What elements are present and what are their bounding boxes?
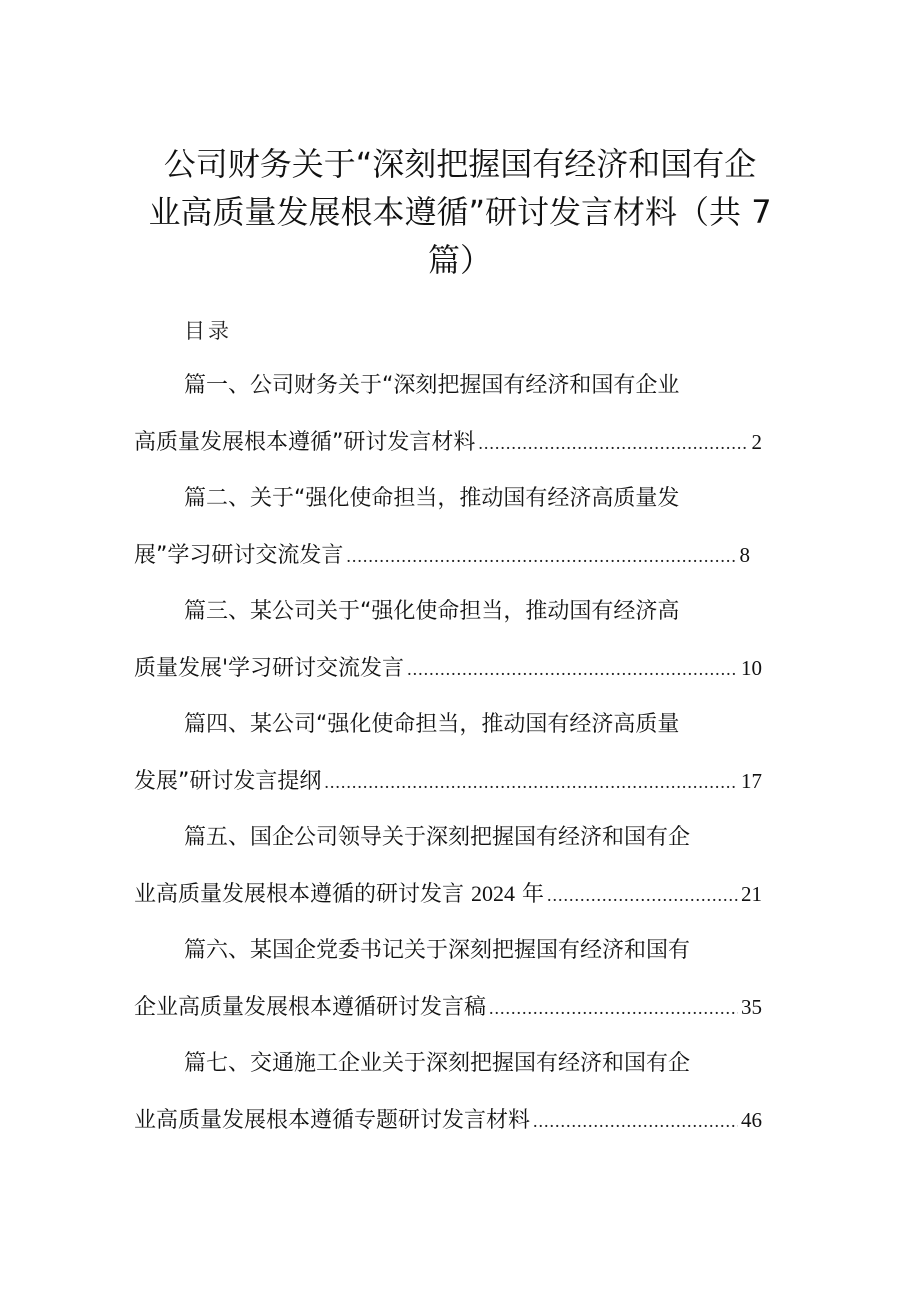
toc-entry-year: 2024 [471, 881, 516, 906]
document-title [140, 140, 780, 284]
dot-leader [547, 879, 738, 911]
toc-page-number: 10 [741, 656, 762, 680]
toc-page-number: 35 [741, 995, 762, 1019]
toc-page-number: 46 [741, 1108, 762, 1132]
toc-entry-text: 质量发展'学习研讨交流发言 [134, 656, 405, 681]
dot-leader [489, 992, 738, 1024]
toc-entry-text-part: 业高质量发展根本遵循的研讨发言 [134, 882, 465, 907]
dot-leader [533, 1105, 738, 1137]
toc-page-number: 17 [741, 769, 762, 793]
toc-entry-text: 展”学习研讨交流发言 [134, 543, 344, 568]
toc-page-number: 21 [741, 882, 762, 906]
toc-entry-text: 业高质量发展根本遵循专题研讨发言材料 [134, 1108, 531, 1133]
toc-entry-text [134, 878, 544, 911]
toc-entry-title-line2 [134, 426, 762, 458]
toc-entry-title-line2 [134, 991, 762, 1023]
toc-entry-title-line2 [134, 652, 762, 684]
toc-entry-title-line2 [134, 878, 762, 910]
toc-entry-title-line1: 篇二、关于“强化使命担当，推动国有经济高质量发 [184, 486, 680, 511]
dot-leader [346, 540, 736, 572]
title-line: 篇） [427, 241, 492, 279]
toc-entry-title-line2 [134, 765, 762, 797]
toc-entry-title-line1: 篇五、国企公司领导关于深刻把握国有经济和国有企 [184, 825, 691, 850]
title-line: 公司财务关于“深刻把握国有经济和国有企 [163, 145, 757, 183]
toc-heading: 目录 [184, 319, 232, 343]
title-line: 业高质量发展根本遵循”研讨发言材料（共 7 [148, 193, 772, 231]
toc-entry-title-line1: 篇四、某公司“强化使命担当，推动国有经济高质量 [184, 712, 680, 737]
toc-entry-text: 发展”研讨发言提纲 [134, 769, 322, 794]
dot-leader [324, 766, 738, 798]
toc-entry-title-line2 [134, 539, 750, 571]
toc-entry-text: 高质量发展根本遵循”研讨发言材料 [134, 430, 476, 455]
toc-entry-title-line1: 篇六、某国企党委书记关于深刻把握国有经济和国有 [184, 938, 691, 963]
toc-entry-title-line1: 篇一、公司财务关于“深刻把握国有经济和国有企业 [184, 373, 680, 398]
dot-leader [478, 427, 748, 459]
toc-page-number: 2 [751, 430, 762, 454]
toc-entry-text-part: 年 [522, 882, 545, 907]
toc-entry-title-line1: 篇三、某公司关于“强化使命担当，推动国有经济高 [184, 599, 680, 624]
toc-entry-title-line1: 篇七、交通施工企业关于深刻把握国有经济和国有企 [184, 1051, 691, 1076]
toc-entry-text: 企业高质量发展根本遵循研讨发言稿 [134, 995, 487, 1020]
toc-entry-title-line2 [134, 1104, 762, 1136]
dot-leader [407, 653, 738, 685]
toc-page-number: 8 [739, 543, 750, 567]
